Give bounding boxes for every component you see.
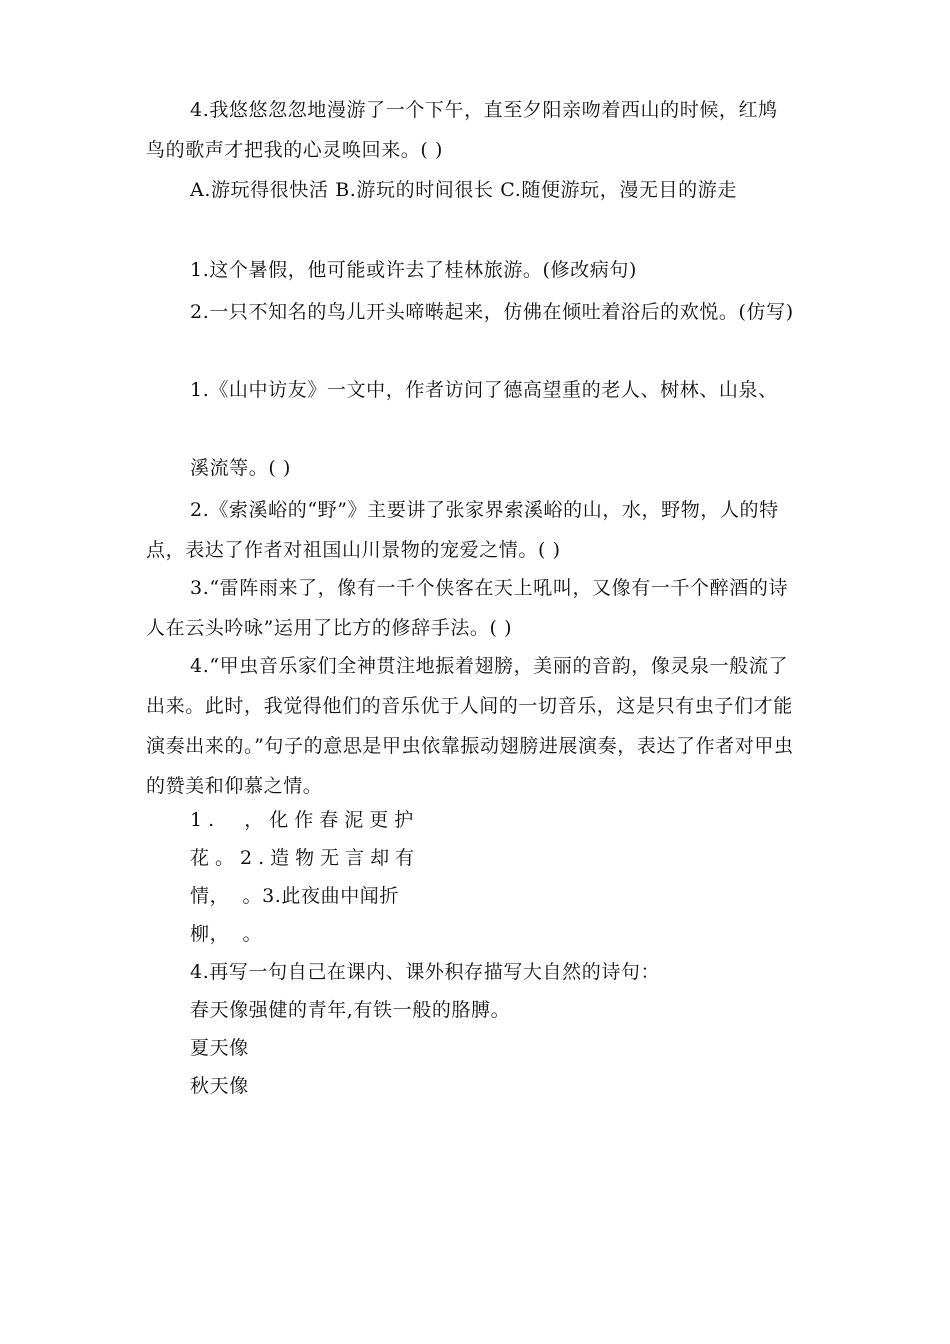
judge-item-1: 1.《山中访友》一文中，作者访问了德高望重的老人、树林、山泉、 <box>190 379 778 401</box>
judge-item-2: 2.《索溪峪的“野”》主要讲了张家界索溪峪的山，水，野物，人的特点，表达了作者对祖国山川景物的宠爱之情。( ) <box>146 499 779 561</box>
poem-line-8: 秋天像 <box>190 1075 249 1097</box>
poem-line-2: 花。2.造物无言却有 <box>190 847 421 869</box>
judge-item-3: 3.“雷阵雨来了，像有一千个侠客在天上吼叫，又像有一千个醉酒的诗人在云头吟咏”运用了比方的修辞手法。( ) <box>146 577 789 639</box>
poem-line-7: 夏天像 <box>190 1037 249 1059</box>
poem-line-3: 情， 。3.此夜曲中闻折 <box>190 885 400 907</box>
question-4-text: 4.我悠悠忽忽地漫游了一个下午，直至夕阳亲吻着西山的时候，红鸠鸟的歌声才把我的心灵唤回来。( ) <box>146 99 778 161</box>
judge-item-4: 4.“甲虫音乐家们全神贯注地振着翅膀，美丽的音韵，像灵泉一般流了出来。此时，我觉得他们的音乐优于人间的一切音乐，这是只有虫子们才能演奏出来的。”句子的意思是甲虫依靠振动翅膀进展演奏，表达了作者对甲虫的赞美和仰慕之情。 <box>146 655 794 797</box>
imitate-sentence-2: 2.一只不知名的鸟儿开头啼啭起来，仿佛在倾吐着浴后的欢悦。(仿写) <box>190 301 794 323</box>
poem-line-1: 1. ，化作春泥更护 <box>190 809 420 831</box>
poem-line-5: 4.再写一句自己在课内、课外积存描写大自然的诗句： <box>190 961 661 983</box>
question-4-options: A.游玩得很快活 B.游玩的时间很长 C.随便游玩，漫无目的游走 <box>190 179 737 201</box>
revise-sentence-1: 1.这个暑假，他可能或许去了桂林旅游。(修改病句) <box>190 259 637 281</box>
poem-line-6: 春天像强健的青年,有铁一般的胳膊。 <box>190 999 511 1021</box>
judge-item-1-continued: 溪流等。( ) <box>190 457 292 479</box>
poem-line-4: 柳， 。 <box>190 923 263 945</box>
